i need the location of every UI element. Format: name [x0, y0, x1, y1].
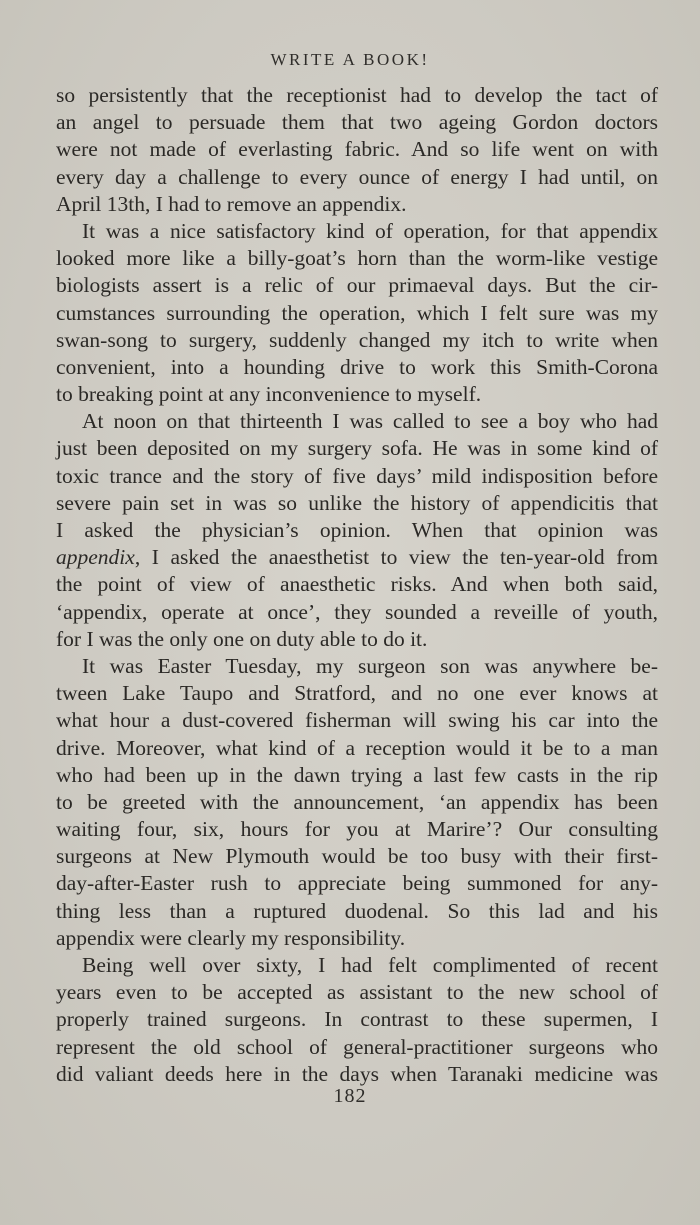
text-line: tween Lake Taupo and Stratford, and no one ever knows at: [56, 681, 658, 706]
text-line: I asked the physician’s opinion. When that opinion was: [56, 518, 658, 542]
text-line: just been deposited on my surgery sofa. He was in some kind of: [56, 436, 658, 461]
text-line: what hour a dust-covered fisherman will swing his car into the: [56, 708, 658, 733]
text-line: thing less than a ruptured duodenal. So this lad and his: [56, 898, 658, 923]
text-line: toxic trance and the story of five days’ mild indisposition before: [56, 463, 658, 488]
text-line: who had been up in the dawn trying a last few casts in the rip: [56, 762, 658, 787]
text-line: severe pain set in was so unlike the history of appendicitis that: [56, 490, 658, 515]
italic-word: appendix: [56, 545, 135, 570]
text-line: ‘appendix, operate at once’, they sounded a reveille of youth,: [56, 599, 658, 624]
text-line: April 13th, I had to remove an appendix.: [56, 191, 407, 216]
text-line: the point of view of anaesthetic risks. And when both said,: [56, 572, 658, 597]
page-number: 182: [333, 1085, 367, 1107]
text-line: appendix were clearly my responsibility.: [56, 925, 406, 950]
text-line: to breaking point at any inconvenience to myself.: [56, 382, 482, 407]
text-line: biologists assert is a relic of our primaeval days. But the cir-: [56, 273, 658, 298]
text-line: to be greeted with the announcement, ‘an appendix has been: [56, 789, 658, 814]
text-line: cumstances surrounding the operation, which I felt sure was my: [56, 300, 658, 325]
text-line: were not made of everlasting fabric. And so life went on with: [56, 137, 658, 162]
text-line: for I was the only one on duty able to do it.: [56, 626, 428, 651]
text-line: swan-song to surgery, suddenly changed my itch to write when: [56, 327, 658, 352]
text-line: years even to be accepted as assistant to the new school of: [56, 980, 658, 1005]
text-line: did valiant deeds here in the days when Taranaki medicine was: [56, 1061, 658, 1086]
text-line: looked more like a billy-goat’s horn than the worm-like vestige: [56, 246, 658, 271]
text-line: drive. Moreover, what kind of a reception would it be to a man: [56, 735, 658, 760]
text-line: waiting four, six, hours for you at Marire’? Our consulting: [56, 817, 658, 842]
text-line: day-after-Easter rush to appreciate being summoned for any-: [56, 871, 658, 896]
text-line: It was a nice satisfactory kind of operation, for that appendix: [82, 218, 658, 243]
text-line: It was Easter Tuesday, my surgeon son was anywhere be-: [82, 653, 658, 678]
text-line: Being well over sixty, I had felt complimented of recent: [82, 953, 658, 977]
body-text: [56, 82, 658, 1088]
text-line: every day a challenge to every ounce of energy I had until, on: [56, 164, 658, 189]
running-head: WRITE A BOOK!: [270, 50, 430, 69]
text-line: convenient, into a hounding drive to work this Smith-Corona: [56, 354, 658, 379]
text-line: so persistently that the receptionist had to develop the tact of: [56, 83, 658, 107]
text-line: surgeons at New Plymouth would be too busy with their first-: [56, 844, 658, 869]
text-line: [56, 544, 658, 571]
text-line: properly trained surgeons. In contrast to these supermen, I: [56, 1007, 658, 1032]
text-line: an angel to persuade them that two ageing Gordon doctors: [56, 110, 658, 135]
text-line: At noon on that thirteenth I was called to see a boy who had: [82, 409, 658, 434]
text-segment: , I asked the anaesthetist to view the ten-year-old from: [134, 545, 658, 570]
text-line: represent the old school of general-practitioner surgeons who: [56, 1034, 658, 1059]
